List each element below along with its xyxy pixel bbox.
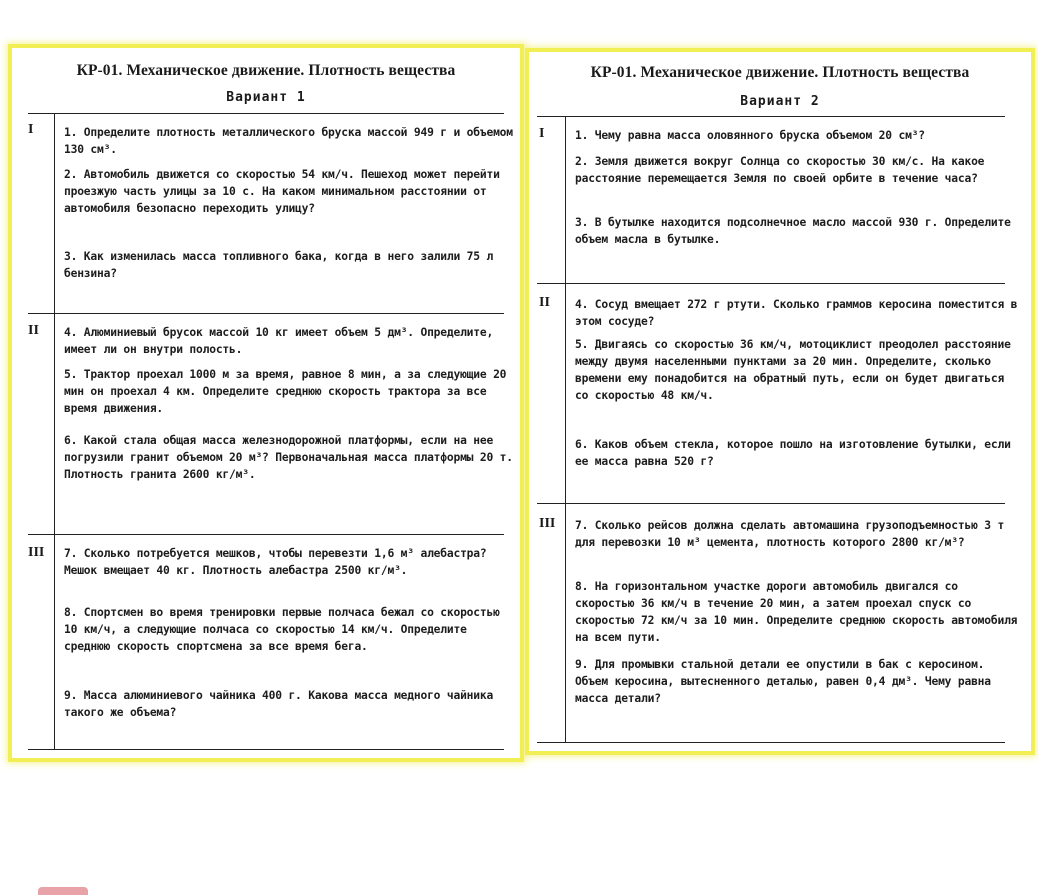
task-6: 6. Какой стала общая масса железнодорожной платформы, если на нее погрузили гранит объемом 20 м³? Первоначальная масса платформы 20 т. Плотность гранита 2600 кг/м³. <box>64 434 513 481</box>
task-8: 8. Спортсмен во время тренировки первые полчаса бежал со скоростью 10 км/ч, а следующие полчаса со скоростью 14 км/ч. Определите среднюю скорость спортсмена за все время бега. <box>64 606 500 653</box>
task-9: 9. Масса алюминиевого чайника 400 г. Какова масса медного чайника такого же объема? <box>64 689 494 719</box>
divider-section-ii <box>537 283 1005 284</box>
task-1: 1. Определите плотность металлического бруска массой 949 г и объемом 130 см³. <box>64 126 513 156</box>
divider-top <box>537 116 1005 117</box>
section-column-divider <box>565 116 566 742</box>
task-2: 2. Земля движется вокруг Солнца со скоростью 30 км/с. На какое расстояние перемещается Земля по своей орбите в течение часа? <box>575 155 985 185</box>
variant-2-card <box>525 48 1035 755</box>
section-label-iii: III <box>539 516 556 531</box>
divider-top <box>28 113 504 114</box>
task-4: 4. Алюминиевый брусок массой 10 кг имеет объем 5 дм³. Определите, имеет ли он внутри полость. <box>64 326 494 356</box>
task-5: 5. Двигаясь со скоростью 36 км/ч, мотоциклист преодолел расстояние между двумя населенными пунктами за 20 мин. Определите, сколько времени ему понадобится на обратный путь, если он будет двигаться со скоростью 48 км/ч. <box>575 338 1011 402</box>
divider-section-iii <box>537 503 1005 504</box>
section-label-i: I <box>539 126 545 141</box>
task-6: 6. Каков объем стекла, которое пошло на изготовление бутылки, если ее масса равна 520 г? <box>575 438 1011 468</box>
task-8: 8. На горизонтальном участке дороги автомобиль двигался со скоростью 36 км/ч в течение 20 мин, а затем проехал спуск со скоростью 72 км/ч за 10 мин. Определите среднюю скорость автомобиля на всем пути. <box>575 580 1018 644</box>
section-column-divider <box>54 113 55 749</box>
task-3: 3. Как изменилась масса топливного бака, когда в него залили 75 л бензина? <box>64 250 494 280</box>
variant-1-card <box>8 44 524 762</box>
task-2: 2. Автомобиль движется со скоростью 54 км/ч. Пешеход может перейти проезжую часть улицы за 10 с. На каком минимальном расстоянии от автомобиля безопасно переходить улицу? <box>64 168 500 215</box>
task-4: 4. Сосуд вмещает 272 г ртути. Сколько граммов керосина поместится в этом сосуде? <box>575 298 1018 328</box>
worksheet-title: КР-01. Механическое движение. Плотность вещества <box>590 64 970 81</box>
decorative-edge-mark <box>38 887 88 895</box>
section-label-ii: II <box>539 295 550 310</box>
task-9: 9. Для промывки стальной детали ее опустили в бак с керосином. Объем керосина, вытесненного деталью, равен 0,4 дм³. Чему равна масса детали? <box>575 658 991 705</box>
task-3: 3. В бутылке находится подсолнечное масло массой 930 г. Определите объем масла в бутылке. <box>575 216 1011 246</box>
variant-label: Вариант 1 <box>226 90 306 105</box>
divider-bottom <box>28 749 504 750</box>
task-5: 5. Трактор проехал 1000 м за время, равное 8 мин, а за следующие 20 мин он проехал 4 км. Определите среднюю скорость трактора за все время движения. <box>64 368 507 415</box>
divider-section-ii <box>28 313 504 314</box>
divider-bottom <box>537 742 1005 743</box>
task-7: 7. Сколько потребуется мешков, чтобы перевезти 1,6 м³ алебастра? Мешок вмещает 40 кг. Плотность алебастра 2500 кг/м³. <box>64 547 487 577</box>
divider-section-iii <box>28 534 504 535</box>
task-7: 7. Сколько рейсов должна сделать автомашина грузоподъемностью 3 т для перевозки 10 м³ цемента, плотность которого 2800 кг/м³? <box>575 519 1005 549</box>
variant-label: Вариант 2 <box>740 94 820 109</box>
section-label-ii: II <box>28 323 39 338</box>
section-label-i: I <box>28 122 34 137</box>
worksheet-title: КР-01. Механическое движение. Плотность вещества <box>76 62 456 79</box>
section-label-iii: III <box>28 545 45 560</box>
task-1: 1. Чему равна масса оловянного бруска объемом 20 см³? <box>575 129 925 142</box>
